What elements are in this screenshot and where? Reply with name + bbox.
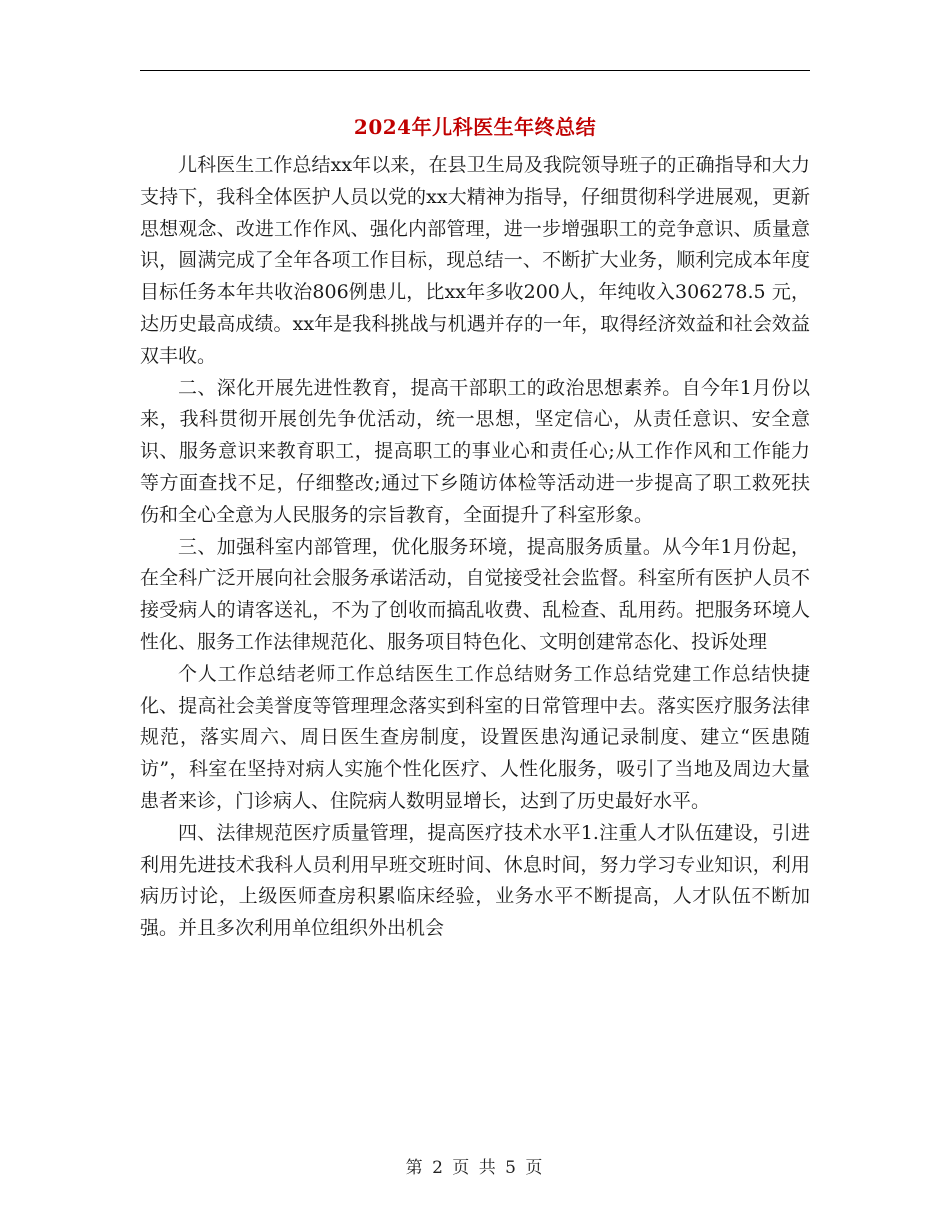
- paragraph: 四、法律规范医疗质量管理，提高医疗技术水平1.注重人才队伍建设，引进利用先进技术我科人员利用早班交班时间、休息时间，努力学习专业知识，利用病历讨论，上级医师查房积累临床经验，业务水平不断提高，人才队伍不断加强。并且多次利用单位组织外出机会: [140, 821, 810, 940]
- header-rule: [140, 70, 810, 71]
- document-title: 2024年儿科医生年终总结: [353, 115, 597, 139]
- page-number-footer: 第 2 页 共 5 页: [405, 1158, 545, 1178]
- paragraph: 儿科医生工作总结xx年以来，在县卫生局及我院领导班子的正确指导和大力支持下，我科全体医护人员以党的xx大精神为指导，仔细贯彻科学进展观，更新思想观念、改进工作作风、强化内部管理，进一步增强职工的竞争意识、质量意识，圆满完成了全年各项工作目标，现总结一、不断扩大业务，顺利完成本年度目标任务本年共收治806例患儿，比xx年多收200人，年纯收入306278.5 元，达历史最高成绩。xx年是我科挑战与机遇并存的一年，取得经济效益和社会效益双丰收。: [140, 154, 810, 367]
- document-body: [140, 150, 810, 945]
- paragraph: 三、加强科室内部管理，优化服务环境，提高服务质量。从今年1月份起，在全科广泛开展向社会服务承诺活动，自觉接受社会监督。科室所有医护人员不接受病人的请客送礼，不为了创收而搞乱收费、乱检查、乱用药。把服务环境人性化、服务工作法律规范化、服务项目特色化、文明创建常态化、投诉处理: [140, 535, 810, 653]
- paragraph: 二、深化开展先进性教育，提高干部职工的政治思想素养。自今年1月份以来，我科贯彻开展创先争优活动，统一思想，坚定信心，从责任意识、安全意识、服务意识来教育职工，提高职工的事业心和责任心;从工作作风和工作能力等方面查找不足，仔细整改;通过下乡随访体检等活动进一步提高了职工救死扶伤和全心全意为人民服务的宗旨教育，全面提升了科室形象。: [140, 376, 810, 526]
- paragraph: 个人工作总结老师工作总结医生工作总结财务工作总结党建工作总结快捷化、提高社会美誉度等管理理念落实到科室的日常管理中去。落实医疗服务法律规范，落实周六、周日医生查房制度，设置医患沟通记录制度、建立“医患随访”，科室在坚持对病人实施个性化医疗、人性化服务，吸引了当地及周边大量患者来诊，门诊病人、住院病人数明显增长，达到了历史最好水平。: [140, 662, 810, 812]
